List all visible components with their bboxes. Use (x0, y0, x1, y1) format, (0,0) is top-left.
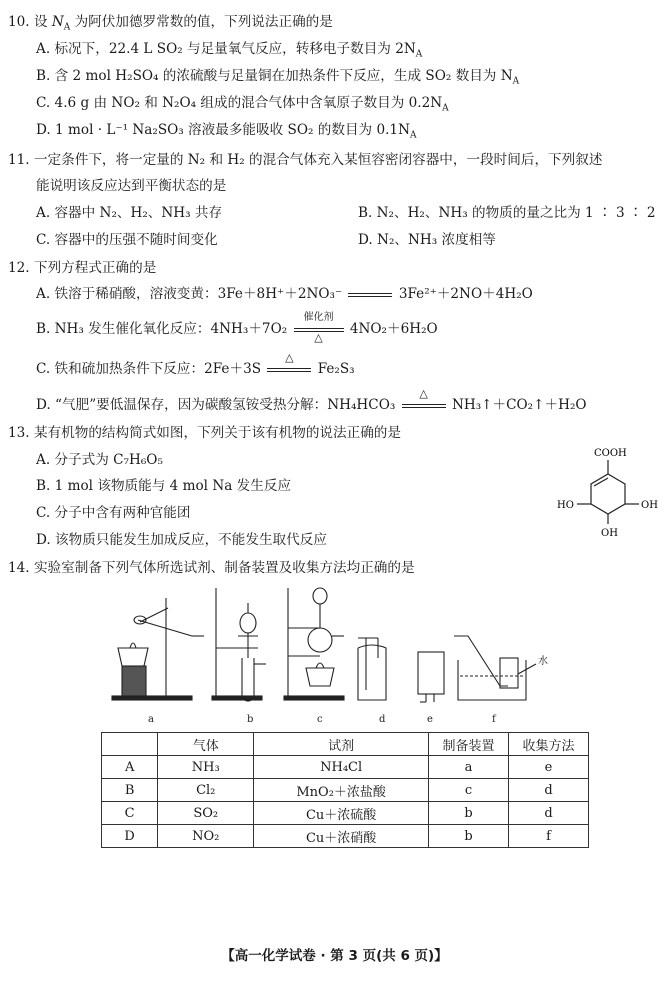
table-header-cell (102, 733, 158, 756)
table-cell: b (429, 825, 509, 848)
table-header-cell: 收集方法 (509, 733, 589, 756)
q13-option-d: D. 该物质只能发生加成反应，不能发生取代反应 (36, 532, 327, 548)
table-cell: MnO₂＋浓盐酸 (254, 779, 429, 802)
q11-option-d: D. N₂、NH₃ 浓度相等 (358, 232, 496, 248)
reaction-arrow-catalyst: 催化剂 △ (294, 323, 344, 337)
apparatus-a (112, 598, 204, 700)
q10-option-a: A. 标况下，22.4 L SO₂ 与足量氧气反应，转移电子数目为 $2N_A$ (36, 41, 423, 60)
table-header-cell: 气体 (158, 733, 254, 756)
table-cell: Cu＋浓硝酸 (254, 825, 429, 848)
q12-option-a: A. 铁溶于稀硝酸，溶液变黄：3Fe＋8H⁺＋2NO₃⁻ 3Fe²⁺＋2NO＋4H₂O (36, 286, 533, 302)
q11-option-b: B. N₂、H₂、NH₃ 的物质的量之比为 1 ∶ 3 ∶ 2 (358, 205, 656, 221)
oh-right-label: OH (641, 500, 658, 511)
table-row (102, 825, 589, 848)
q11-stem-line1: 11. 一定条件下，将一定量的 N₂ 和 H₂ 的混合气体充入某恒容密闭容器中，一段时间后，下列叙述 (8, 152, 603, 168)
table-cell: C (102, 802, 158, 825)
water-label: 水 (538, 656, 548, 667)
table-row (102, 802, 589, 825)
q13-option-b: B. 1 mol 该物质能与 4 mol Na 发生反应 (36, 478, 292, 494)
q11-option-a: A. 容器中 N₂、H₂、NH₃ 共存 (36, 205, 223, 221)
apparatus-d (358, 638, 386, 700)
q12-option-c: C. 铁和硫加热条件下反应：2Fe＋3S △ Fe₂S₃ (36, 350, 355, 377)
table-header-cell: 制备装置 (429, 733, 509, 756)
apparatus-c (284, 588, 344, 700)
q10-option-c: C. 4.6 g 由 NO₂ 和 N₂O₄ 组成的混合气体中含氧原子数目为 $0.2N_A$ (36, 95, 449, 114)
answer-table (101, 732, 589, 848)
table-cell: Cu＋浓硫酸 (254, 802, 429, 825)
table-cell: a (429, 756, 509, 779)
apparatus-e (418, 652, 444, 702)
q14-stem: 14. 实验室制备下列气体所选试剂、制备装置及收集方法均正确的是 (8, 560, 415, 576)
table-cell: d (509, 802, 589, 825)
table-header-row (102, 733, 589, 756)
apparatus-f (454, 636, 536, 700)
label-d: d (379, 714, 386, 724)
cooh-label: COOH (594, 448, 627, 459)
lab-apparatus-figure (108, 578, 556, 724)
q13-option-a: A. 分子式为 C₇H₆O₅ (36, 452, 163, 468)
table-cell: e (509, 756, 589, 779)
table-cell: c (429, 779, 509, 802)
reaction-arrow-heat: △ (267, 363, 311, 377)
structural-formula-diagram (553, 442, 663, 542)
table-cell: Cl₂ (158, 779, 254, 802)
table-cell: NH₃ (158, 756, 254, 779)
table-cell: A (102, 756, 158, 779)
label-f: f (492, 714, 496, 724)
q10-option-b: B. 含 2 mol H₂SO₄ 的浓硫酸与足量铜在加热条件下反应，生成 SO₂ 数目为 $N_A$ (36, 68, 520, 87)
q10-option-d: D. 1 mol · L⁻¹ Na₂SO₃ 溶液最多能吸收 SO₂ 的数目为 $0.1N_A$ (36, 122, 417, 141)
q13-stem: 13. 某有机物的结构简式如图，下列关于该有机物的说法正确的是 (8, 425, 401, 441)
table-row (102, 779, 589, 802)
q11-stem-line2: 能说明该反应达到平衡状态的是 (36, 178, 227, 194)
table-cell: d (509, 779, 589, 802)
apparatus-b (212, 588, 266, 701)
table-cell: NH₄Cl (254, 756, 429, 779)
q12-option-b: B. NH₃ 发生催化氧化反应：4NH₃＋7O₂ 催化剂 △ 4NO₂＋6H₂O (36, 311, 438, 344)
table-cell: B (102, 779, 158, 802)
label-c: c (317, 714, 323, 724)
q11-option-c: C. 容器中的压强不随时间变化 (36, 232, 218, 248)
q12-option-d: D. “气肥”要低温保存，因为碳酸氢铵受热分解：NH₄HCO₃ △ NH₃↑＋CO₂↑＋H₂O (36, 386, 587, 413)
page-footer: 【高一化学试卷 · 第 3 页(共 6 页)】 (221, 948, 448, 964)
table-header-cell: 试剂 (254, 733, 429, 756)
q13-option-c: C. 分子中含有两种官能团 (36, 505, 191, 521)
ho-label: HO (557, 500, 574, 511)
label-b: b (247, 714, 254, 724)
oh-bottom-label: OH (601, 528, 618, 539)
table-row (102, 756, 589, 779)
table-cell: f (509, 825, 589, 848)
table-cell: D (102, 825, 158, 848)
table-cell: SO₂ (158, 802, 254, 825)
table-cell: NO₂ (158, 825, 254, 848)
q10-stem: 10. 设 $N_A$ 为阿伏加德罗常数的值，下列说法正确的是 (8, 14, 333, 33)
table-cell: b (429, 802, 509, 825)
label-e: e (427, 714, 433, 724)
label-a: a (148, 714, 154, 724)
equals-sign (348, 288, 392, 302)
reaction-arrow-heat: △ (402, 399, 446, 413)
q12-stem: 12. 下列方程式正确的是 (8, 260, 157, 276)
